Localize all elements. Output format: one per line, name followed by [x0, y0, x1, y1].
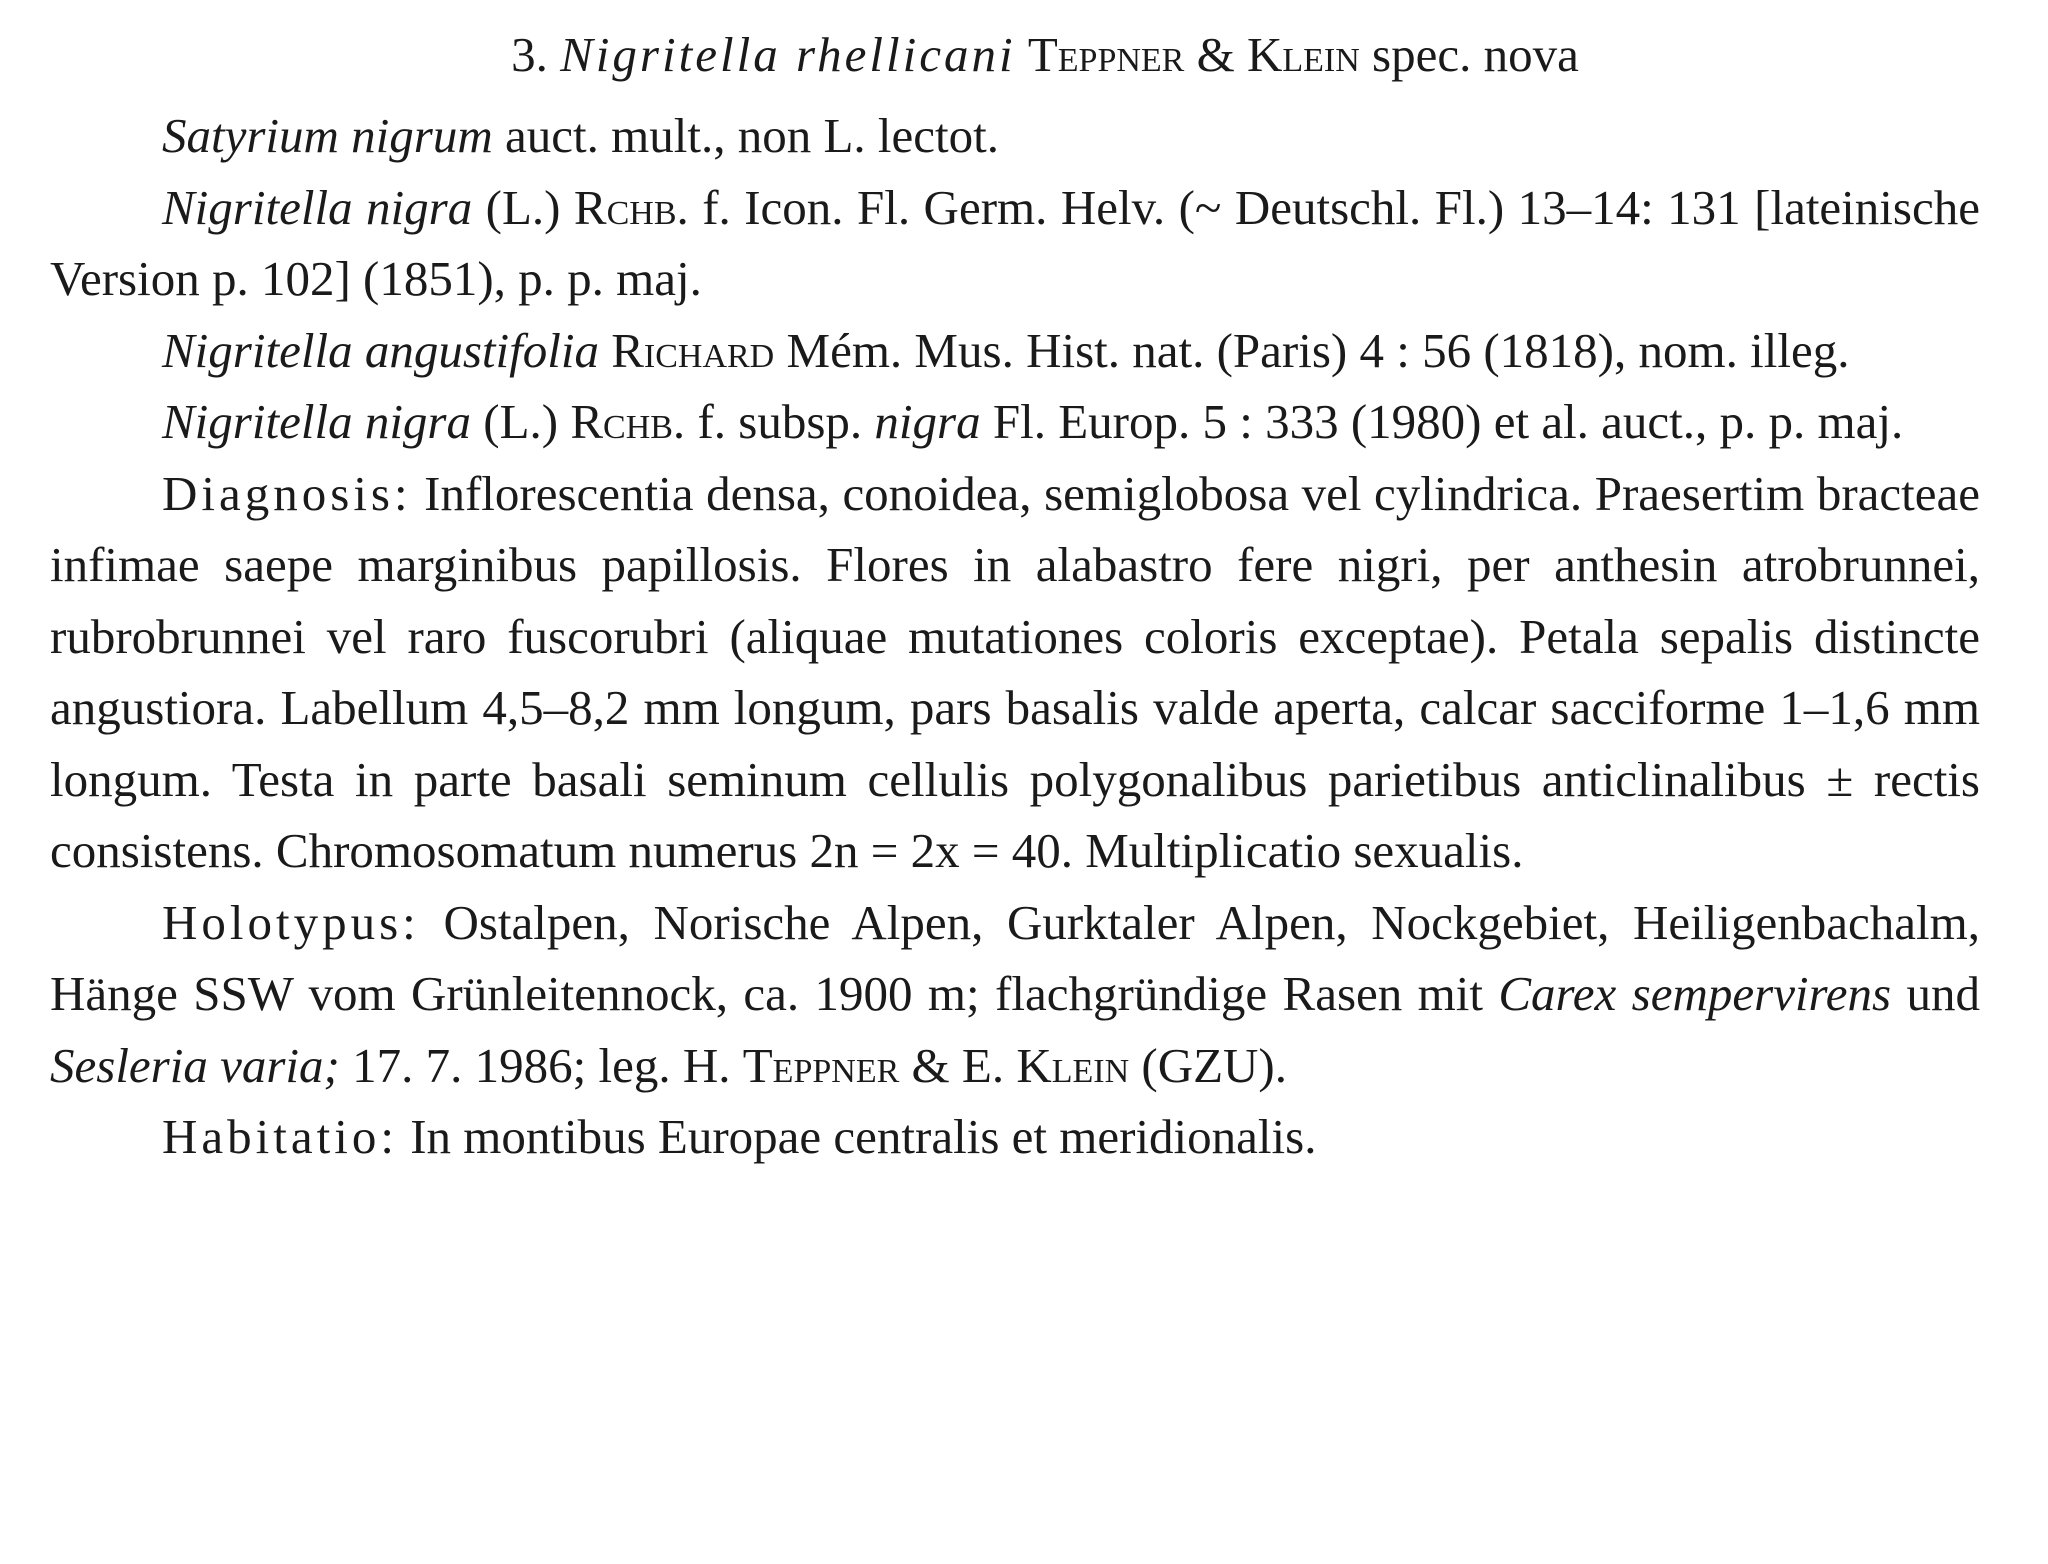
synonym-name: Nigritella angustifolia [162, 322, 599, 378]
synonym-name: Nigritella nigra [162, 394, 472, 449]
holotypus-text-b: und [1891, 966, 1981, 1021]
holotypus-text-e: (GZU). [1129, 1037, 1287, 1093]
habitatio-text: In montibus Europae centralis et meridionalis. [397, 1109, 1317, 1164]
synonym-name: Nigritella nigra [162, 179, 473, 235]
document-page [50, 22, 1980, 1173]
holotypus-collector-2: Klein [1016, 1037, 1130, 1093]
holotypus-label: Holotypus: [162, 894, 420, 950]
synonym-author: Rchb. [570, 394, 686, 449]
diagnosis-paragraph [50, 458, 1980, 887]
synonym-infra-name: nigra [874, 394, 981, 449]
holotypus-text-a: Ostalpen, Norische Alpen, Gurktaler Alpen, Nockgebiet, Heiligenbachalm, Hänge SSW vom Grünleitennock, ca. 1900 m; flachgründige Rasen mit [50, 894, 1980, 1021]
species-number: 3. [511, 27, 548, 82]
synonym-2 [50, 172, 1980, 315]
holotypus-text-d: & E. [899, 1037, 1017, 1093]
synonym-1 [50, 100, 1980, 172]
synonym-name: Satyrium nigrum [162, 108, 493, 163]
synonym-author: Rchb. [573, 179, 689, 235]
holotypus-species-sesleria: Sesleria varia; [50, 1037, 340, 1093]
synonym-rest: auct. mult., non L. lectot. [492, 108, 999, 163]
diagnosis-text: Inflorescentia densa, conoidea, semiglobosa vel cylindrica. Praesertim bracteae infimae saepe marginibus papillosis. Flores in alabastro fere nigri, per anthesin atrobrunnei, rubrobrunnei vel raro fuscorubri (aliquae mutationes coloris exceptae). Petala sepalis distincte angustiora. Labellum 4,5–8,2 mm longum, pars basalis valde aperta, calcar sacciforme 1–1,6 mm longum. Testa in parte basali seminum cellulis polygonalibus parietibus anticlinalibus ± rectis consistens. Chromosomatum numerus 2n = 2x = 40. Multiplicatio sexualis. [50, 465, 1980, 878]
habitatio-paragraph [50, 1101, 1980, 1173]
species-name: Nigritella rhellicani [560, 27, 1016, 82]
synonym-author-pre: (L.) [471, 394, 571, 449]
species-heading [50, 22, 1980, 88]
synonym-4 [50, 386, 1980, 458]
synonym-rest: f. Icon. Fl. Germ. Helv. (~ Deutschl. Fl.) 13–14: 131 [lateinische Version p. 102] (1851), p. p. maj. [50, 179, 1980, 306]
holotypus-text-c: 17. 7. 1986; leg. H. [339, 1037, 743, 1093]
synonym-author-pre: (L.) [472, 179, 574, 235]
holotypus-species-carex: Carex sempervirens [1498, 966, 1892, 1021]
habitatio-label: Habitatio: [162, 1109, 398, 1164]
synonym-rest-b: Fl. Europ. 5 : 333 (1980) et al. auct., p. p. maj. [980, 394, 1904, 449]
synonym-rest: Mém. Mus. Hist. nat. (Paris) 4 : 56 (1818), nom. illeg. [774, 322, 1850, 378]
holotypus-collector-1: Teppner [742, 1037, 900, 1093]
species-authors: Teppner & Klein [1027, 27, 1360, 82]
synonym-author-pre [599, 323, 611, 378]
synonym-author: Richard [611, 322, 775, 378]
synonym-rest-a: f. subsp. [685, 394, 875, 449]
diagnosis-label: Diagnosis: [162, 465, 412, 521]
holotypus-paragraph [50, 887, 1980, 1102]
species-status: spec. nova [1372, 27, 1579, 82]
synonym-3 [50, 315, 1980, 387]
